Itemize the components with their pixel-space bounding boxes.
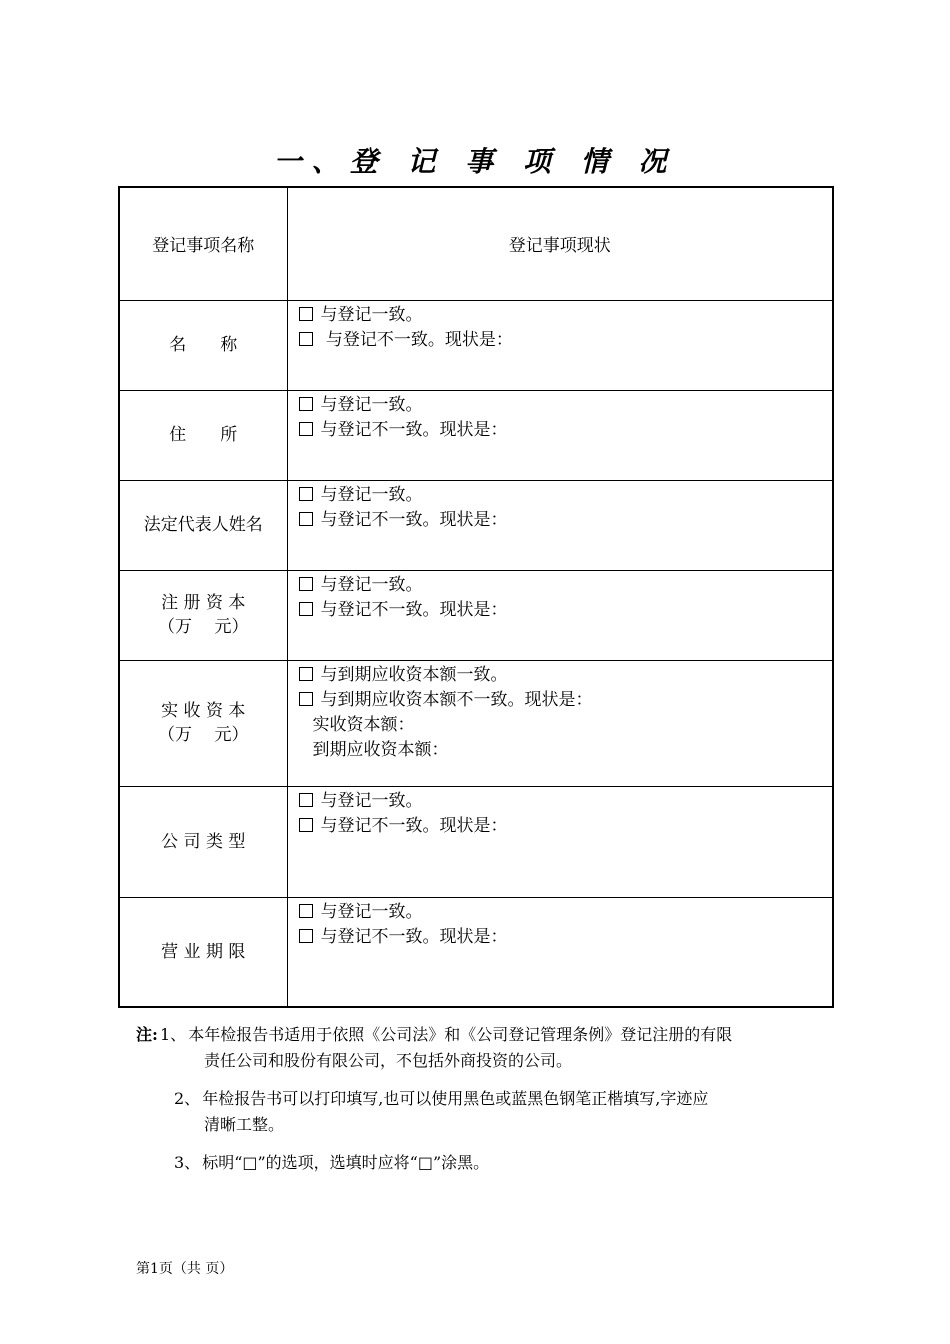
checkbox-icon[interactable] <box>299 793 313 807</box>
note-item <box>136 1022 836 1074</box>
row-label: 营 业 期 限 <box>161 941 246 962</box>
checkbox-icon[interactable] <box>299 667 313 681</box>
option-consistent[interactable]: 与登记一致。 <box>299 573 833 598</box>
option-consistent[interactable]: 与登记一致。 <box>299 483 833 508</box>
note-number: 1、 <box>160 1025 187 1044</box>
table-row-registered-capital <box>119 570 833 660</box>
checkbox-icon[interactable] <box>299 818 313 832</box>
table-row-paid-capital <box>119 660 833 786</box>
note-text: 本年检报告书适用于依照《公司法》和《公司登记管理条例》登记注册的有限 <box>188 1025 733 1044</box>
checkbox-icon[interactable] <box>299 577 313 591</box>
notes-label: 注: <box>136 1025 158 1044</box>
option-inconsistent[interactable]: 与登记不一致。现状是： <box>299 598 833 623</box>
note-text: 清晰工整。 <box>204 1115 285 1134</box>
checkbox-icon[interactable] <box>299 692 313 706</box>
note-text: 年检报告书可以打印填写,也可以使用黑色或蓝黑色钢笔正楷填写,字迹应 <box>202 1089 709 1108</box>
registration-items-table <box>118 186 834 1008</box>
checkbox-icon[interactable] <box>299 904 313 918</box>
row-label: 注 册 资 本 <box>161 593 246 613</box>
paid-capital-field[interactable]: 实收资本额： <box>312 714 415 735</box>
row-label-unit: （万 元） <box>158 725 249 745</box>
table-row-name <box>119 300 833 390</box>
row-label: 公 司 类 型 <box>161 831 246 852</box>
option-inconsistent[interactable]: 与登记不一致。现状是： <box>299 508 833 533</box>
checkbox-icon[interactable] <box>299 929 313 943</box>
row-label: 名 称 <box>169 335 238 355</box>
notes-section <box>136 1022 836 1176</box>
option-inconsistent[interactable]: 与到期应收资本额不一致。现状是： <box>299 688 833 713</box>
table-row-address <box>119 390 833 480</box>
row-label: 法定代表人姓名 <box>143 515 263 535</box>
option-consistent[interactable]: 与登记一致。 <box>299 900 833 925</box>
note-item <box>136 1086 836 1138</box>
option-inconsistent[interactable]: 与登记不一致。现状是： <box>299 814 833 839</box>
checkbox-icon[interactable] <box>299 602 313 616</box>
row-label: 实 收 资 本 <box>161 701 246 721</box>
option-consistent[interactable]: 与到期应收资本额一致。 <box>299 663 833 688</box>
checkbox-icon[interactable] <box>299 512 313 526</box>
option-inconsistent[interactable]: 与登记不一致。现状是： <box>299 925 833 950</box>
note-number: 3、 <box>174 1153 201 1172</box>
checkbox-icon[interactable] <box>299 422 313 436</box>
due-capital-field[interactable]: 到期应收资本额： <box>312 739 449 760</box>
option-consistent[interactable]: 与登记一致。 <box>299 303 833 328</box>
page-number: 第1页（共 页） <box>136 1261 234 1277</box>
row-label-unit: （万 元） <box>158 617 249 637</box>
row-label: 住 所 <box>169 425 238 445</box>
note-number: 2、 <box>174 1089 201 1108</box>
table-header-row <box>119 187 833 300</box>
header-item-status: 登记事项现状 <box>287 187 833 300</box>
checkbox-icon[interactable] <box>299 307 313 321</box>
note-item <box>136 1150 836 1176</box>
option-inconsistent[interactable]: 与登记不一致。现状是： <box>299 418 833 443</box>
note-text: 标明“□”的选项，选填时应将“□”涂黑。 <box>202 1153 490 1172</box>
option-inconsistent[interactable]: 与登记不一致。现状是： <box>299 328 833 353</box>
table-row-business-term <box>119 897 833 1007</box>
page-title: 一、登 记 事 项 情 况 <box>273 145 677 178</box>
option-consistent[interactable]: 与登记一致。 <box>299 393 833 418</box>
header-item-name: 登记事项名称 <box>119 187 287 300</box>
table-row-company-type <box>119 786 833 897</box>
note-text: 责任公司和股份有限公司，不包括外商投资的公司。 <box>204 1051 573 1070</box>
checkbox-icon[interactable] <box>299 332 313 346</box>
option-consistent[interactable]: 与登记一致。 <box>299 789 833 814</box>
checkbox-icon[interactable] <box>299 397 313 411</box>
checkbox-icon[interactable] <box>299 487 313 501</box>
table-row-legal-rep <box>119 480 833 570</box>
